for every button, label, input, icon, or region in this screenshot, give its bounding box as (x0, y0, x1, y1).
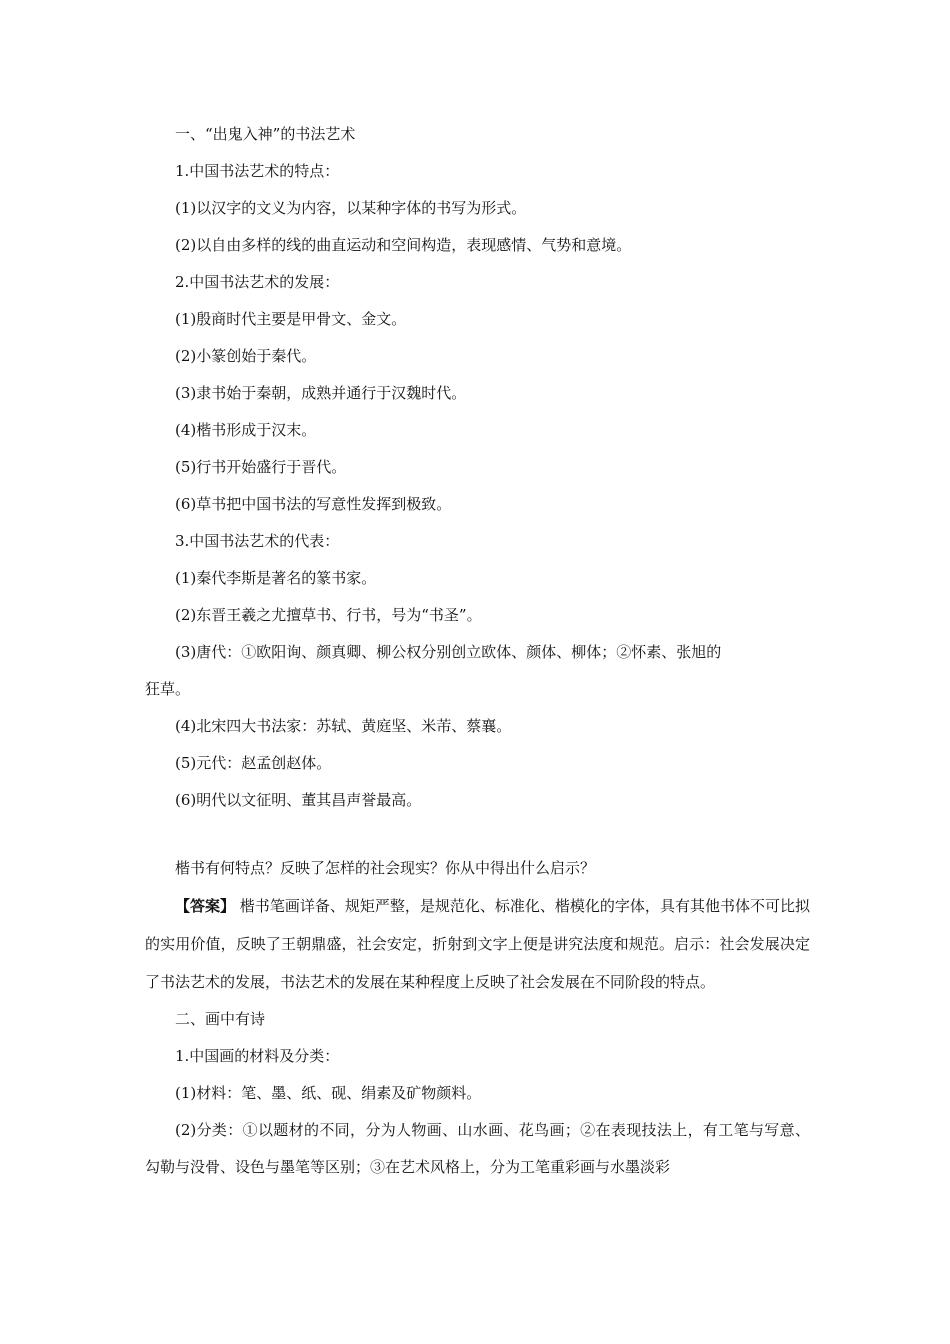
section1-line: (1)秦代李斯是著名的篆书家。 (175, 569, 377, 587)
tang-dynasty-line: (3)唐代：①欧阳询、颜真卿、柳公权分别创立欧体、颜体、柳体；②怀素、张旭的 (175, 643, 722, 661)
section1-line: (6)草书把中国书法的写意性发挥到极致。 (175, 495, 452, 513)
section1-heading: 一、“出鬼入神”的书法艺术 (175, 125, 356, 143)
section-gap (145, 819, 810, 850)
section1-line: (2)以自由多样的线的曲直运动和空间构造，表现感情、气势和意境。 (175, 236, 632, 254)
section1-line: (4)楷书形成于汉末。 (175, 421, 317, 439)
answer-text: 楷书笔画详备、规矩严整，是规范化、标准化、楷模化的字体，具有其他书体不可比拟的实用价值，反映了王朝鼎盛，社会安定，折射到文字上便是讲究法度和规范。启示：社会发展决定了书法艺术的发展，书法艺术的发展在某种程度上反映了社会发展在不同阶段的特点。 (145, 897, 810, 991)
section1-line: (1)以汉字的文义为内容，以某种字体的书写为形式。 (175, 199, 527, 217)
section1-line: 3.中国书法艺术的代表： (175, 532, 340, 550)
section1-line: (5)元代：赵孟创赵体。 (175, 754, 332, 772)
section1-line: (5)行书开始盛行于晋代。 (175, 458, 347, 476)
section1-line: (6)明代以文征明、董其昌声誉最高。 (175, 791, 422, 809)
section1-line: 2.中国书法艺术的发展： (175, 273, 340, 291)
section1-line: (3)隶书始于秦朝，成熟并通行于汉魏时代。 (175, 384, 467, 402)
section1-line: (2)东晋王羲之尤擅草书、行书，号为“书圣”。 (175, 606, 482, 624)
section2-heading: 二、画中有诗 (175, 1010, 266, 1028)
document-body (145, 116, 810, 1186)
section1-line: 1.中国书法艺术的特点： (175, 162, 340, 180)
section1-line: (2)小篆创始于秦代。 (175, 347, 317, 365)
answer-label: 【答案】 (175, 897, 236, 915)
section2-line: 1.中国画的材料及分类： (175, 1047, 340, 1065)
section2-line: (1)材料：笔、墨、纸、砚、绢素及矿物颜料。 (175, 1084, 482, 1102)
tang-dynasty-wrap: 狂草。 (145, 680, 191, 698)
classification-paragraph: (2)分类：①以题材的不同，分为人物画、山水画、花鸟画；②在表现技法上，有工笔与写意、勾勒与没骨、设色与墨笔等区别；③在艺术风格上，分为工笔重彩画与水墨淡彩 (145, 1121, 810, 1176)
question-text: 楷书有何特点？反映了怎样的社会现实？你从中得出什么启示？ (175, 859, 596, 877)
section1-line: (1)殷商时代主要是甲骨文、金文。 (175, 310, 407, 328)
answer-paragraph (145, 887, 810, 1001)
section1-line: (4)北宋四大书法家：苏轼、黄庭坚、米芾、蔡襄。 (175, 717, 512, 735)
